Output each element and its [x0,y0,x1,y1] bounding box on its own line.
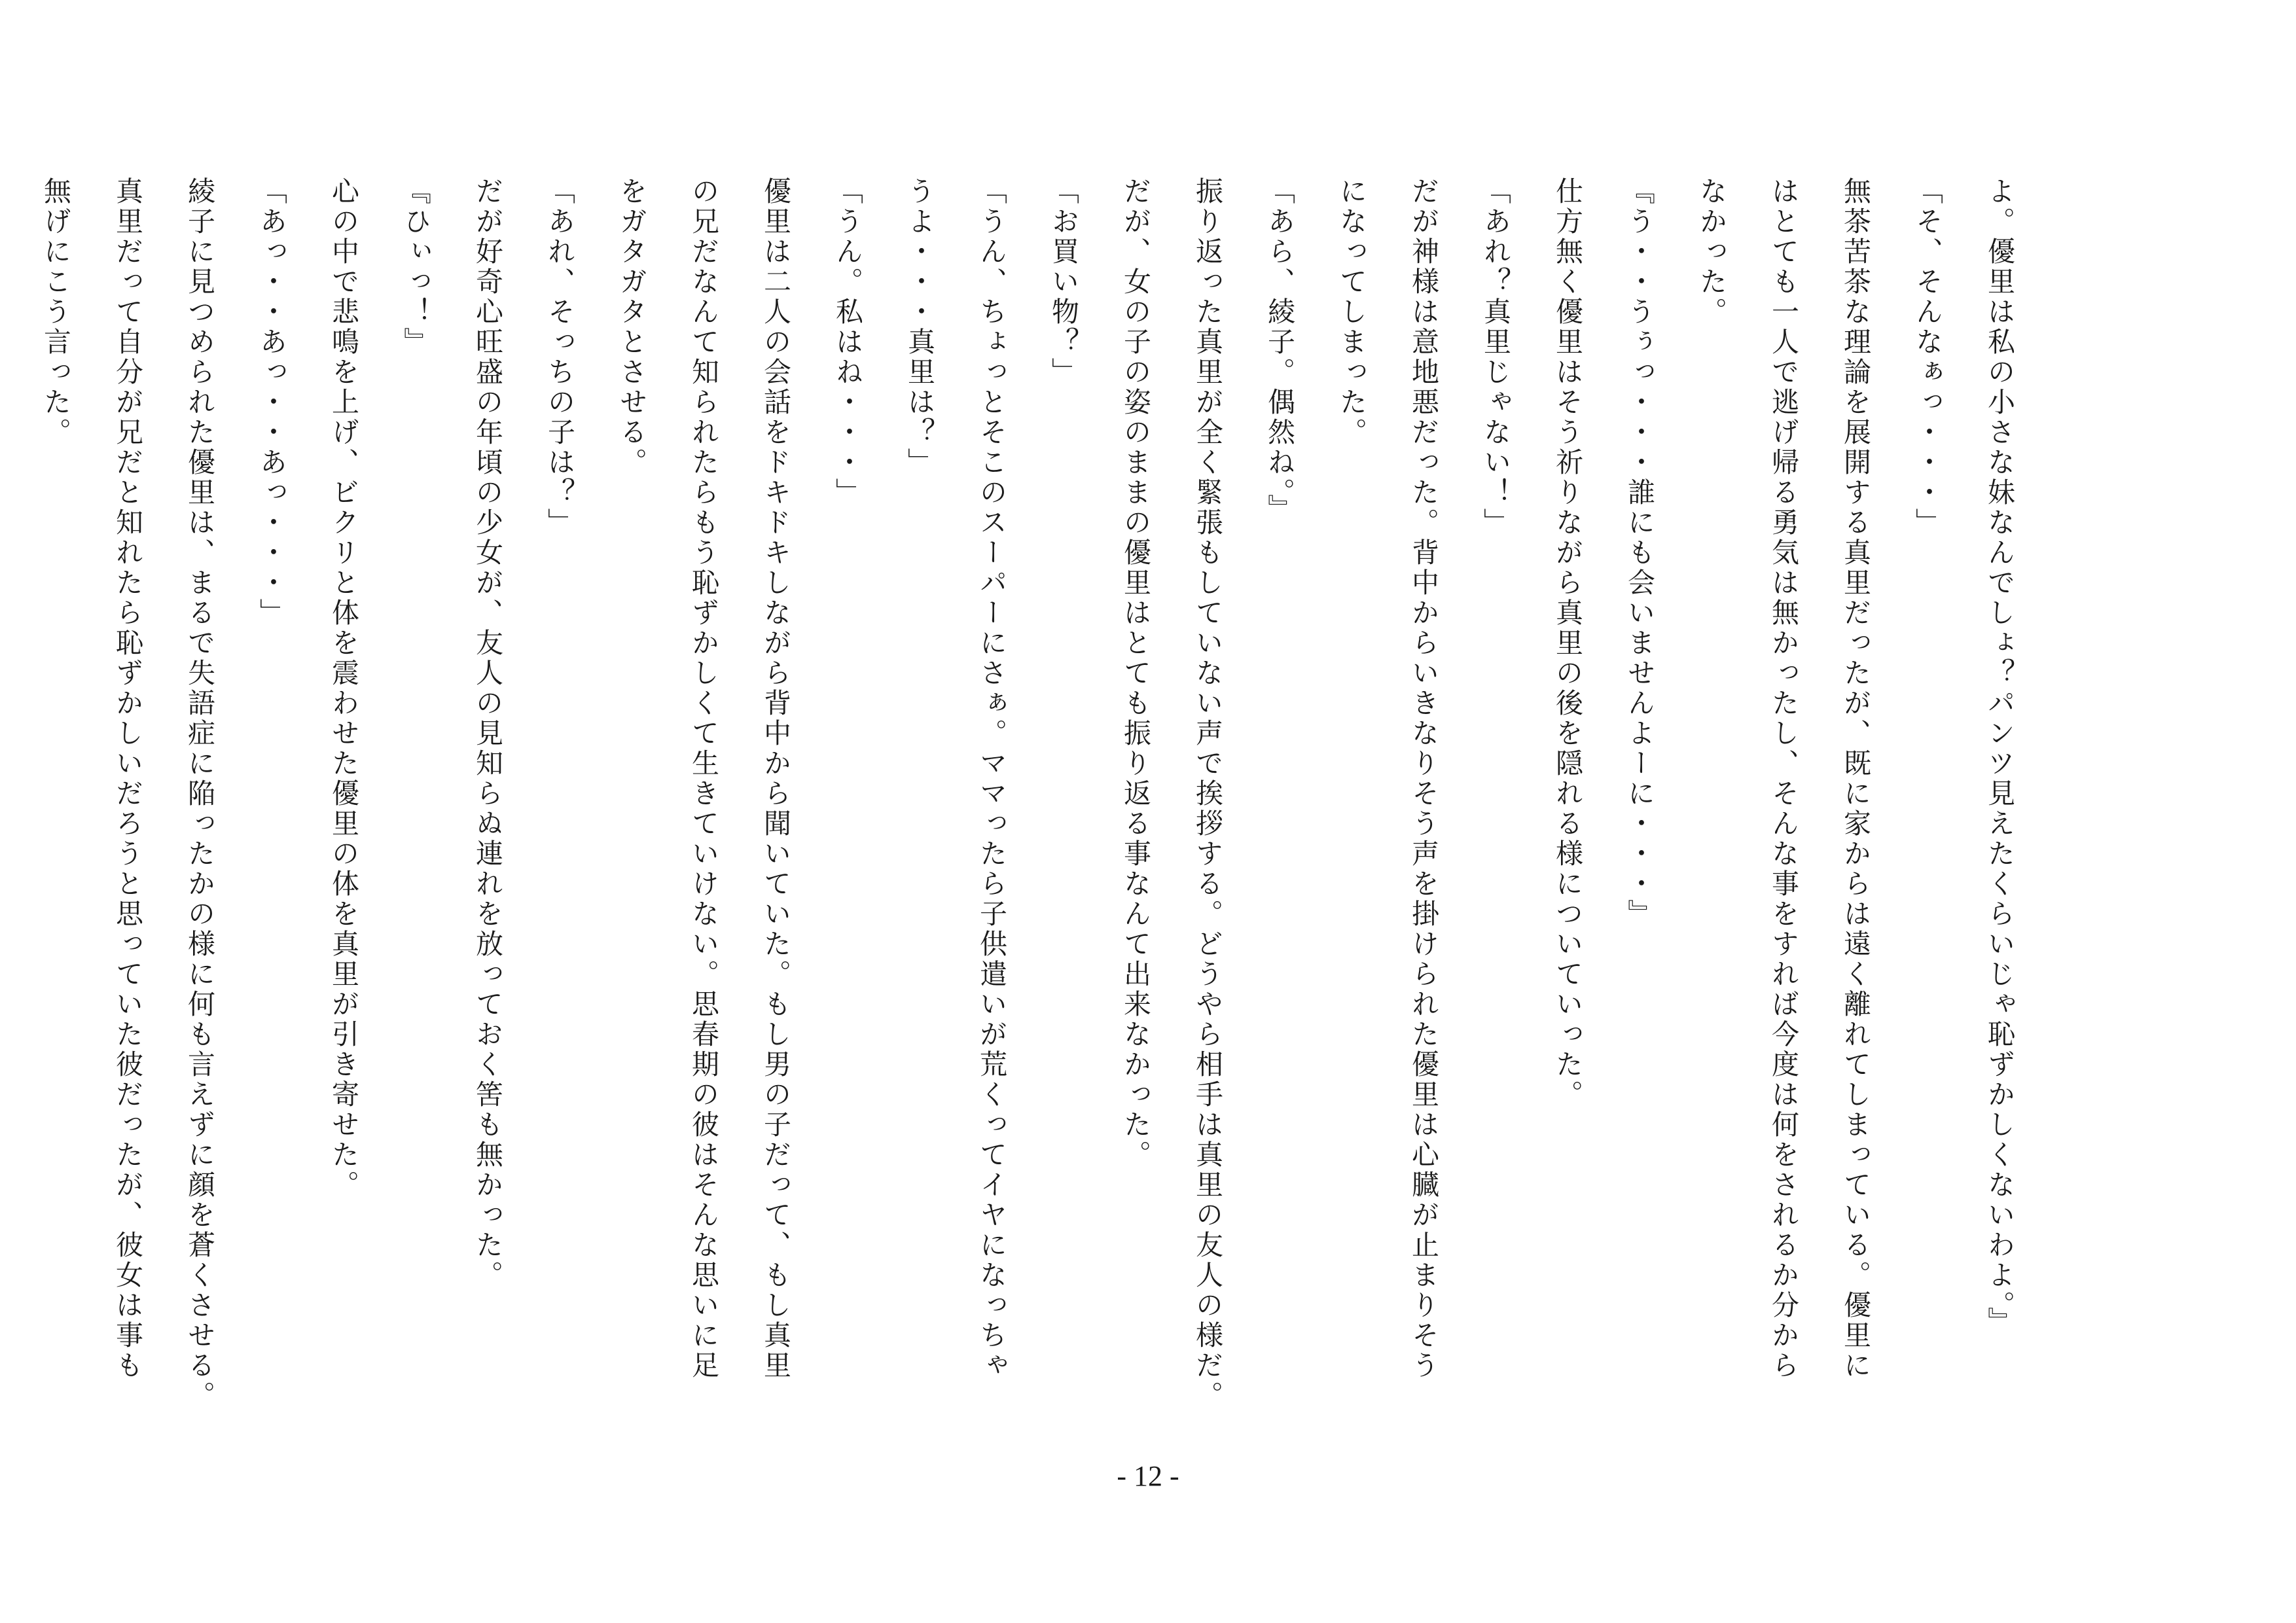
text-line: 「あれ、そっちの子は？」 [544,177,576,538]
text-line: うよ・・・真里は？」 [904,177,936,478]
text-line: はとても一人で逃げ帰る勇気は無かったし、そんな事をすれば今度は何をされるか分から [1768,177,1800,1381]
text-line: 心の中で悲鳴を上げ、ビクリと体を震わせた優里の体を真里が引き寄せた。 [328,177,360,1200]
text-line [0,177,20,1453]
text-line: よ。優里は私の小さな妹なんでしょ？パンツ見えたくらいじゃ恥ずかしくないわよ。』 [1984,177,2016,1337]
text-line: をガタガタとさせる。 [616,177,648,478]
text-line: だが好奇心旺盛の年頃の少女が、友人の見知らぬ連れを放っておく筈も無かった。 [472,177,504,1291]
page-number: - 12 - [1117,1460,1179,1492]
text-line: 無げにこう言った。 [40,177,72,448]
text-line: 「うん。私はね・・・」 [832,177,864,508]
text-line: 『う・・うぅっ・・・誰にも会いませんよーに・・・』 [1624,177,1656,929]
text-line: 振り返った真里が全く緊張もしていない声で挨拶する。どうやら相手は真里の友人の様だ。 [1192,177,1224,1411]
text-line: 「あれ？真里じゃない！」 [1480,177,1512,538]
text-line: だが神様は意地悪だった。背中からいきなりそう声を掛けられた優里は心臓が止まりそう [1408,177,1440,1381]
text-line: の兄だなんて知られたらもう恥ずかしくて生きていけない。思春期の彼はそんな思いに足 [688,177,720,1381]
text-line: 「あっ・・あっ・・あっ・・・」 [256,177,288,628]
text-line: 「お買い物？」 [1048,177,1080,387]
text-line: なかった。 [1696,177,1728,327]
vertical-text-body [40,177,2036,1453]
text-line: 「そ、そんなぁっ・・・」 [1912,177,1944,538]
text-line: 仕方無く優里はそう祈りながら真里の後を隠れる様についていった。 [1552,177,1584,1110]
text-line: 真里だって自分が兄だと知れたら恥ずかしいだろうと思っていた彼だったが、彼女は事も [112,177,144,1381]
text-line: 「あら、綾子。偶然ね。』 [1264,177,1296,524]
text-line: 『ひぃっ！』 [400,177,432,357]
text-line: 優里は二人の会話をドキドキしながら背中から聞いていた。もし男の子だって、もし真里 [760,177,792,1381]
text-line: だが、女の子の姿のままの優里はとても振り返る事なんて出来なかった。 [1120,177,1152,1170]
text-line: 綾子に見つめられた優里は、まるで失語症に陥ったかの様に何も言えずに顔を蒼くさせる。 [184,177,216,1411]
text-line: 無茶苦茶な理論を展開する真里だったが、既に家からは遠く離れてしまっている。優里に [1840,177,1872,1381]
text-line: になってしまった。 [1336,177,1368,448]
text-line: 「うん、ちょっとそこのスーパーにさぁ。ママったら子供遣いが荒くってイヤになっちゃ [976,177,1008,1381]
